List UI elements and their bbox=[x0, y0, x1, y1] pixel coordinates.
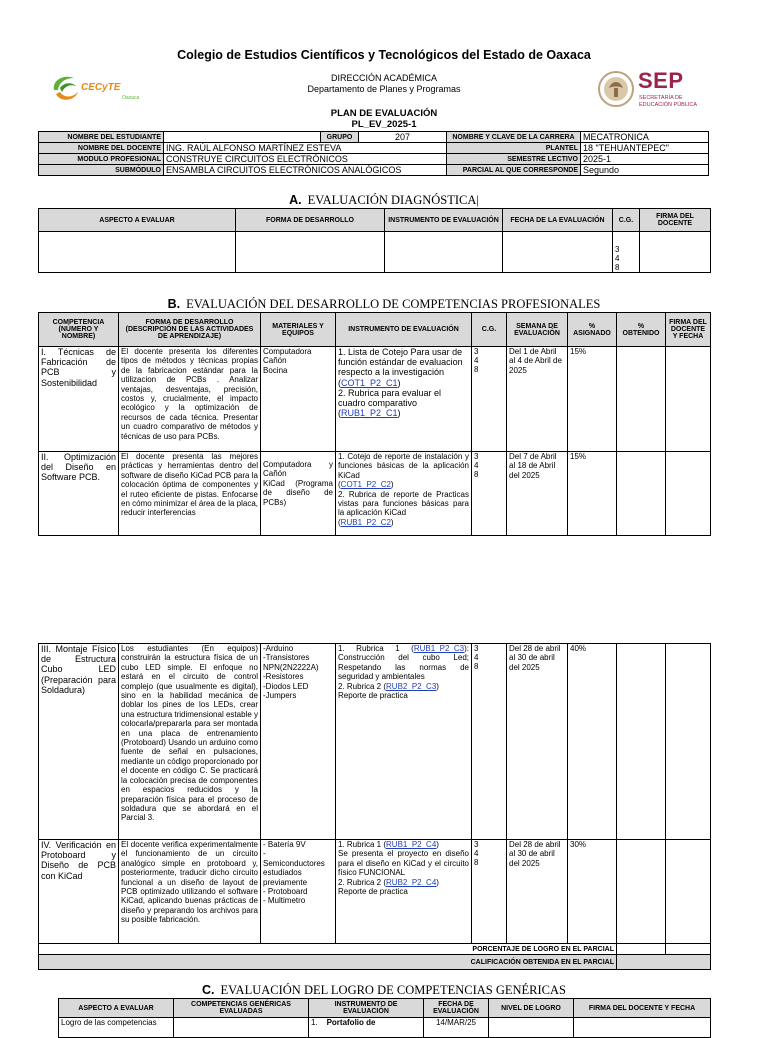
sep-logo-text: SEP bbox=[638, 68, 684, 93]
achievement-extra[interactable] bbox=[666, 944, 711, 955]
diag-header-date: FECHA DE LA EVALUACIÓN bbox=[503, 209, 613, 232]
competence-name: II. Optimización del Diseño en Software PCB. bbox=[39, 452, 119, 536]
competence-week: Del 1 de Abril al 4 de Abril de 2025 bbox=[507, 347, 568, 452]
generic-instrument: 1. Portafolio de bbox=[309, 1018, 424, 1038]
diagnostic-table bbox=[38, 208, 711, 273]
diag-cell-cg: 3 4 8 bbox=[613, 232, 640, 273]
instrument-link[interactable]: RUB2_P2_C3 bbox=[386, 681, 437, 691]
group-label: GRUPO bbox=[321, 132, 359, 143]
grade-label: CALIFICACIÓN OBTENIDA EN EL PARCIAL bbox=[39, 955, 617, 970]
comp-header-week: SEMANA DE EVALUACIÓN bbox=[507, 313, 568, 347]
generic-aspect: Logro de las competencias bbox=[59, 1018, 174, 1038]
diag-header-signature: FIRMA DEL DOCENTE bbox=[640, 209, 711, 232]
grade-row bbox=[39, 955, 711, 970]
generic-signature[interactable] bbox=[574, 1018, 711, 1038]
competence-signature[interactable] bbox=[666, 347, 711, 452]
generic-header-signature: FIRMA DEL DOCENTE Y FECHA bbox=[574, 999, 711, 1018]
plan-code: PL_EV_2025-1 bbox=[351, 119, 417, 130]
competence-obtained[interactable] bbox=[617, 644, 666, 840]
cecyte-logo-sub: Oaxaca bbox=[122, 95, 140, 101]
achievement-row bbox=[39, 944, 711, 955]
comp-header-signature: FIRMA DEL DOCENTE Y FECHA bbox=[666, 313, 711, 347]
sep-logo bbox=[598, 68, 708, 112]
competence-obtained[interactable] bbox=[617, 452, 666, 536]
competence-signature[interactable] bbox=[666, 452, 711, 536]
competence-cg: 3 4 8 bbox=[472, 452, 507, 536]
competence-signature[interactable] bbox=[666, 644, 711, 840]
module-label: MODULO PROFESIONAL bbox=[39, 154, 164, 165]
competence-assigned: 40% bbox=[568, 644, 617, 840]
generic-header-level: NIVEL DE LOGRO bbox=[489, 999, 574, 1018]
section-a-letter: A. bbox=[289, 193, 302, 207]
competence-development: El docente verifica experimentalmente el funcionamiento de un circuito analógico simple en protoboard y, posteriormente, traducir dicho circuito funcional a un diseño de layout de PCB optimizado utilizando el software KiCad, aplicando buenas prácticas de diseño y preparando los archivos para su posible fabricación. bbox=[119, 840, 261, 944]
competence-week: Del 7 de Abril al 18 de Abril del 2025 bbox=[507, 452, 568, 536]
competence-materials: Computadora Cañón Bocina bbox=[261, 347, 336, 452]
competence-materials: -Arduino -Transistores NPN(2N2222A) -Resistores -Diodos LED -Jumpers bbox=[261, 644, 336, 840]
competence-cg: 3 4 8 bbox=[472, 840, 507, 944]
competence-instrument: 1. Cotejo de reporte de instalación y funciones básicas de la aplicación KiCad (COT1_P2_C2) 2. Rubrica de reporte de Practicas vistas para funciones básicas para la aplicación KiCad (RUB1_P2_C2) bbox=[336, 452, 472, 536]
competence-materials: Computadora y Cañón KiCad (Programa de diseño de PCBs) bbox=[261, 452, 336, 536]
instrument-link[interactable]: COT1_P2_C2 bbox=[340, 480, 391, 490]
section-c-letter: C. bbox=[202, 983, 215, 997]
campus-value: 18 "TEHUANTEPEC" bbox=[581, 143, 709, 154]
career-value: MECATRONICA bbox=[581, 132, 709, 143]
student-value[interactable] bbox=[164, 132, 321, 143]
teacher-value: ING. RAÚL ALFONSO MARTÍNEZ ESTEVA bbox=[164, 143, 447, 154]
generic-competences[interactable] bbox=[174, 1018, 309, 1038]
competence-instrument: 1. Lista de Cotejo Para usar de función estándar de evaluacion respecto a la investigación (COT1_P2_C1) 2. Rubrica para evaluar el cuadro comparativo (RUB1_P2_C1) bbox=[336, 347, 472, 452]
grade-value[interactable] bbox=[617, 955, 711, 970]
section-c-text: EVALUACIÓN DEL LOGRO DE COMPETENCIAS GENÉRICAS bbox=[220, 983, 566, 997]
achievement-label: PORCENTAJE DE LOGRO EN EL PARCIAL bbox=[39, 944, 617, 955]
direction-label: DIRECCIÓN ACADÉMICA bbox=[330, 73, 437, 83]
generic-header-competences: COMPETENCIAS GENÉRICAS EVALUADAS bbox=[174, 999, 309, 1018]
section-b-text: EVALUACIÓN DEL DESARROLLO DE COMPETENCIAS PROFESIONALES bbox=[186, 297, 601, 311]
generic-header-aspect: ASPECTO A EVALUAR bbox=[59, 999, 174, 1018]
competence-obtained[interactable] bbox=[617, 347, 666, 452]
comp-header-development: FORMA DE DESARROLLO (DESCRIPCIÓN DE LAS ACTIVIDADES DE APRENDIZAJE) bbox=[119, 313, 261, 347]
table-row bbox=[39, 644, 711, 840]
campus-label: PLANTEL bbox=[447, 143, 581, 154]
submodule-value: ENSAMBLA CIRCUITOS ELECTRÓNICOS ANALÓGICOS bbox=[164, 165, 447, 176]
plan-title: PLAN DE EVALUACIÓN bbox=[330, 108, 438, 119]
section-a-text: EVALUACIÓN DIAGNÓSTICA| bbox=[307, 193, 479, 207]
competence-obtained[interactable] bbox=[617, 840, 666, 944]
section-c-title bbox=[0, 983, 768, 998]
competence-development: Los estudiantes (En equipos) construirán la estructura física de un cubo LED simple. El enfoque no estará en el circuito de control complejo (que usualmente es digital), sino en la habilidad mecánica de doblar los pines de los LEDs, crear una estructura tridimensional estable y colocarla/prepararla para ser montada en una placa de entrenamiento (Protoboard) Usando un arduino como fuente de señal en pulsaciones, mediante un código proporcionado por el docente en código C. Se practicará la colocación precisa de componentes en espacios reducidos y la preparación física para el proceso de soldadura que se abordará en el Parcial 3. bbox=[119, 644, 261, 840]
comp-header-competence: COMPETENCIA (NÚMERO Y NOMBRE) bbox=[39, 313, 119, 347]
section-b-title bbox=[0, 297, 768, 312]
diag-cell-aspect[interactable] bbox=[39, 232, 236, 273]
competence-week: Del 28 de abril al 30 de abril del 2025 bbox=[507, 840, 568, 944]
diag-cell-form[interactable] bbox=[236, 232, 385, 273]
comp-header-obtained: % OBTENIDO bbox=[617, 313, 666, 347]
semester-value: 2025-1 bbox=[581, 154, 709, 165]
department-label: Departamento de Planes y Programas bbox=[307, 84, 461, 94]
instrument-link[interactable]: RUB1_P2_C1 bbox=[341, 408, 398, 419]
diag-cell-date[interactable] bbox=[503, 232, 613, 273]
group-value: 207 bbox=[359, 132, 447, 143]
semester-label: SEMESTRE LECTIVO bbox=[447, 154, 581, 165]
instrument-link[interactable]: RUB2_P2_C4 bbox=[386, 877, 437, 887]
comp-header-instrument: INSTRUMENTO DE EVALUACIÓN bbox=[336, 313, 472, 347]
generic-level[interactable] bbox=[489, 1018, 574, 1038]
college-title: Colegio de Estudios Científicos y Tecnológicos del Estado de Oaxaca bbox=[177, 48, 591, 62]
section-a-title bbox=[0, 193, 768, 208]
achievement-value[interactable] bbox=[617, 944, 666, 955]
section-b-letter: B. bbox=[167, 297, 181, 311]
sep-logo-sub1: SECRETARÍA DE bbox=[639, 95, 683, 101]
submodule-label: SUBMÓDULO bbox=[39, 165, 164, 176]
table-row bbox=[39, 452, 711, 536]
competence-table-part1 bbox=[38, 312, 711, 536]
competence-table-part2 bbox=[38, 643, 711, 970]
competence-name: I. Técnicas de Fabricación de PCB y Sostenibilidad bbox=[39, 347, 119, 452]
mexico-seal-icon bbox=[598, 68, 634, 110]
diag-header-cg: C.G. bbox=[613, 209, 640, 232]
competence-assigned: 15% bbox=[568, 347, 617, 452]
career-label: NOMBRE Y CLAVE DE LA CARRERA bbox=[447, 132, 581, 143]
competence-instrument: 1. Rubrica 1 (RUB1_P2_C3): Construcción del cubo Led; Respetando las normas de seguridad y ambientales 2. Rubrica 2 (RUB2_P2_C3) Reporte de practica bbox=[336, 644, 472, 840]
partial-value: Segundo bbox=[581, 165, 709, 176]
diag-cell-instrument[interactable] bbox=[385, 232, 503, 273]
diag-header-instrument: INSTRUMENTO DE EVALUACIÓN bbox=[385, 209, 503, 232]
competence-name: IV. Verificación en Protoboard y Diseño de PCB con KiCad bbox=[39, 840, 119, 944]
competence-instrument: 1. Rubrica 1 (RUB1_P2_C4) Se presenta el proyecto en diseño para el diseño en KiCad y el circuito físico FUNCIONAL 2. Rubrica 2 (RUB2_P2_C4) Reporte de practica bbox=[336, 840, 472, 944]
generic-header-date: FECHA DE EVALUACIÓN bbox=[424, 999, 489, 1018]
teacher-label: NOMBRE DEL DOCENTE bbox=[39, 143, 164, 154]
instrument-link[interactable]: RUB1_P2_C3 bbox=[413, 644, 465, 653]
instrument-link[interactable]: COT1_P2_C1 bbox=[341, 377, 398, 388]
diag-header-form: FORMA DE DESARROLLO bbox=[236, 209, 385, 232]
competence-assigned: 30% bbox=[568, 840, 617, 944]
diag-header-aspect: ASPECTO A EVALUAR bbox=[39, 209, 236, 232]
generic-competence-table bbox=[58, 998, 711, 1038]
competence-week: Del 28 de abril al 30 de abril del 2025 bbox=[507, 644, 568, 840]
partial-label: PARCIAL AL QUE CORRESPONDE bbox=[447, 165, 581, 176]
module-value: CONSTRUYE CIRCUITOS ELECTRÓNICOS bbox=[164, 154, 447, 165]
competence-name: III. Montaje Físico de Estructura Cubo LED (Preparación para Soldadura) bbox=[39, 644, 119, 840]
competence-cg: 3 4 8 bbox=[472, 347, 507, 452]
generic-date: 14/MAR/25 bbox=[424, 1018, 489, 1038]
competence-signature[interactable] bbox=[666, 840, 711, 944]
instrument-link[interactable]: RUB1_P2_C4 bbox=[386, 840, 437, 849]
table-row bbox=[39, 347, 711, 452]
cecyte-logo-text: CECyTE bbox=[81, 82, 121, 93]
comp-header-cg: C.G. bbox=[472, 313, 507, 347]
generic-header-instrument: INSTRUMENTO DE EVALUACIÓN bbox=[309, 999, 424, 1018]
comp-header-assigned: % ASIGNADO bbox=[568, 313, 617, 347]
table-row bbox=[39, 840, 711, 944]
competence-assigned: 15% bbox=[568, 452, 617, 536]
diag-cell-signature[interactable] bbox=[640, 232, 711, 273]
info-table bbox=[38, 131, 709, 176]
sep-logo-sub2: EDUCACIÓN PÚBLICA bbox=[639, 102, 698, 108]
competence-development: El docente presenta los diferentes tipos de métodos y técnicas propias de la fabricacion estándar para la utilizacion de PCBs . Analizar ventajas, desventajas, precisión, costos y, crucialmente, el impacto ecológico y la optimización de recursos de cada técnica. Presentar un cuadro comparativo de métodos y técnicas de uso para PCBs. bbox=[119, 347, 261, 452]
competence-development: El docente presenta las mejores prácticas y herramientas dentro del software de diseño KiCad PCB para la colocación óptima de componentes y el ruteo eficiente de pistas. Enfocarse en cómo minimizar el área de la placa, reducir interferencias bbox=[119, 452, 261, 536]
instrument-link[interactable]: RUB1_P2_C2 bbox=[340, 517, 391, 527]
competence-materials: - Batería 9V - Semiconductores estudiados previamente - Protoboard - Multimetro bbox=[261, 840, 336, 944]
student-label: NOMBRE DEL ESTUDIANTE bbox=[39, 132, 164, 143]
competence-cg: 3 4 8 bbox=[472, 644, 507, 840]
comp-header-materials: MATERIALES Y EQUIPOS bbox=[261, 313, 336, 347]
